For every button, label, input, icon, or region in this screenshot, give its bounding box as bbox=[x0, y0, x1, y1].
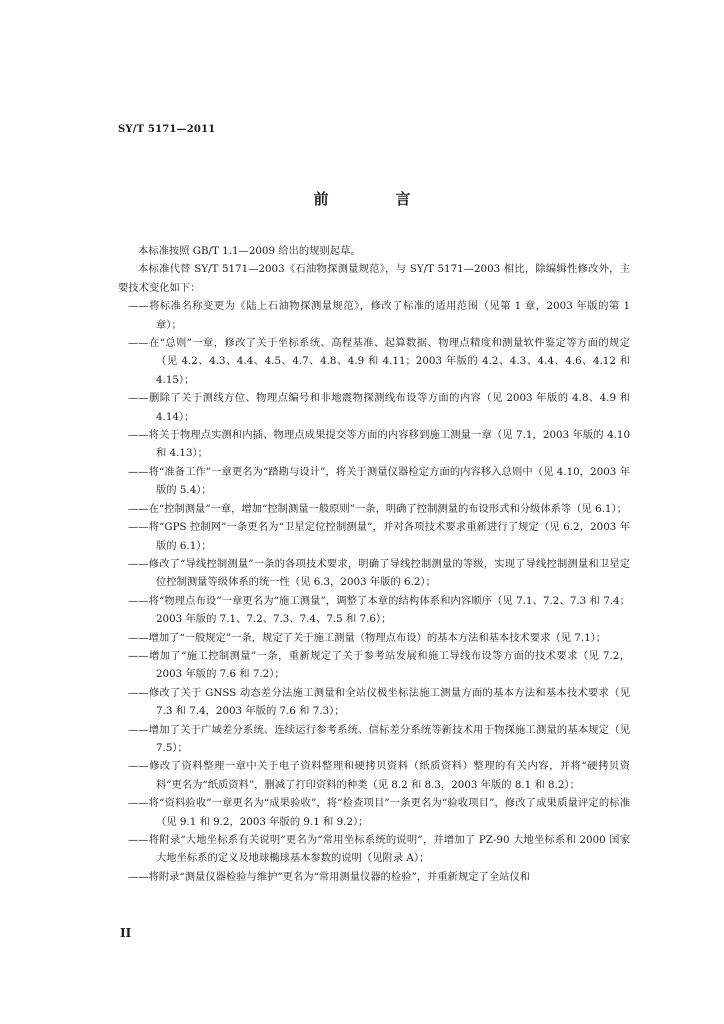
change-item: ——在“控制测量”一章，增加“控制测量一般原则”一条，明确了控制测量的布设形式和分级体系等（见 6.1）； bbox=[128, 502, 627, 515]
change-item: ——修改了关于 GNSS 动态差分法施工测量和全站仪极坐标法施工测量方面的基本方法和基本技术要求（见 7.3 和 7.4，2003 年版的 7.6 和 7.3）； bbox=[128, 686, 630, 718]
change-item: ——将附录“测量仪器检验与维护”更名为“常用测量仪器的检验”，并重新规定了全站仪和 bbox=[128, 870, 531, 883]
intro-paragraph-1: 本标准按照 GB/T 1.1—2009 给出的规则起草。 bbox=[138, 245, 361, 257]
standard-code: SY/T 5171—2011 bbox=[118, 124, 216, 135]
change-item: ——在“总则”一章，修改了关于坐标系统、高程基准、起算数据、物理点精度和测量软件鉴定等方面的规定（见 4.2、4.3、4.4、4.5、4.7、4.8、4.9 和 4.11；2003 年版的 4.2、4.3、4.4、4.6、4.12 和 4.15）； bbox=[128, 337, 630, 386]
change-item: ——将标准名称变更为《陆上石油物探测量规范》，修改了标准的适用范围（见第 1 章，2003 年版的第 1 章）； bbox=[128, 300, 630, 331]
change-item: ——增加了“一般规定”一条，规定了关于施工测量（物理点布设）的基本方法和基本技术要求（见 7.1）； bbox=[128, 631, 607, 644]
page-title: 前 言 bbox=[313, 190, 437, 208]
change-item: ——删除了关于测线方位、物理点编号和非地震物探测线布设等方面的内容（见 2003 年版的 4.8、4.9 和 4.14）； bbox=[128, 392, 630, 423]
change-item: ——将“物理点布设”一章更名为“施工测量”，调整了本章的结构体系和内容顺序（见 7.1、7.2、7.3 和 7.4；2003 年版的 7.1、7.2、7.3、7.4、7.5 和 7.6）； bbox=[128, 594, 630, 626]
change-item: ——增加了“施工控制测量”一条，重新规定了关于参考站发展和施工导线布设等方面的技术要求（见 7.2，2003 年版的 7.6 和 7.2）； bbox=[128, 649, 630, 681]
change-item: ——增加了关于广域差分系统、连续运行参考系统、信标差分系统等新技术用于物探施工测量的基本规定（见 7.5）； bbox=[128, 723, 630, 754]
page-number: II bbox=[120, 926, 132, 940]
change-item: ——将“GPS 控制网”一条更名为“卫星定位控制测量”，并对各项技术要求重新进行了规定（见 6.2，2003 年版的 6.1）； bbox=[128, 521, 630, 552]
change-item: ——修改了资料整理一章中关于电子资料整理和硬拷贝资料（纸质资料）整理的有关内容，并将“硬拷贝资料”更名为“纸质资料”，删减了打印资料的种类（见 8.2 和 8.3，2003 年版的 8.1 和 8.2）； bbox=[128, 760, 630, 791]
change-item: ——将附录“大地坐标系有关说明”更名为“常用坐标系统的说明”，并增加了 PZ-90 大地坐标系和 2000 国家大地坐标系的定义及地球椭球基本参数的说明（见附录 A）； bbox=[128, 834, 630, 865]
intro-paragraph-2: 本标准代替 SY/T 5171—2003《石油物探测量规范》，与 SY/T 5171—2003 相比，除编辑性修改外，主要技术变化如下： bbox=[118, 263, 630, 294]
change-item: ——修改了“导线控制测量”一条的各项技术要求，明确了导线控制测量的等级，实现了导线控制测量和卫星定位控制测量等级体系的统一性（见 6.3，2003 年版的 6.2）； bbox=[128, 557, 630, 589]
change-item: ——将“准备工作”一章更名为“踏勘与设计”，将关于测量仪器检定方面的内容移入总则中（见 4.10，2003 年版的 5.4）； bbox=[128, 465, 630, 497]
change-item: ——将关于物理点实测和内插、物理点成果提交等方面的内容移到施工测量一章（见 7.1，2003 年版的 4.10 和 4.13）； bbox=[128, 429, 630, 460]
foreword-body bbox=[118, 242, 630, 886]
change-item: ——将“资料验收”一章更名为“成果验收”，将“检查项目”一条更名为“验收项目”，修改了成果质量评定的标准（见 9.1 和 9.2，2003 年版的 9.1 和 9.2）； bbox=[128, 797, 630, 828]
